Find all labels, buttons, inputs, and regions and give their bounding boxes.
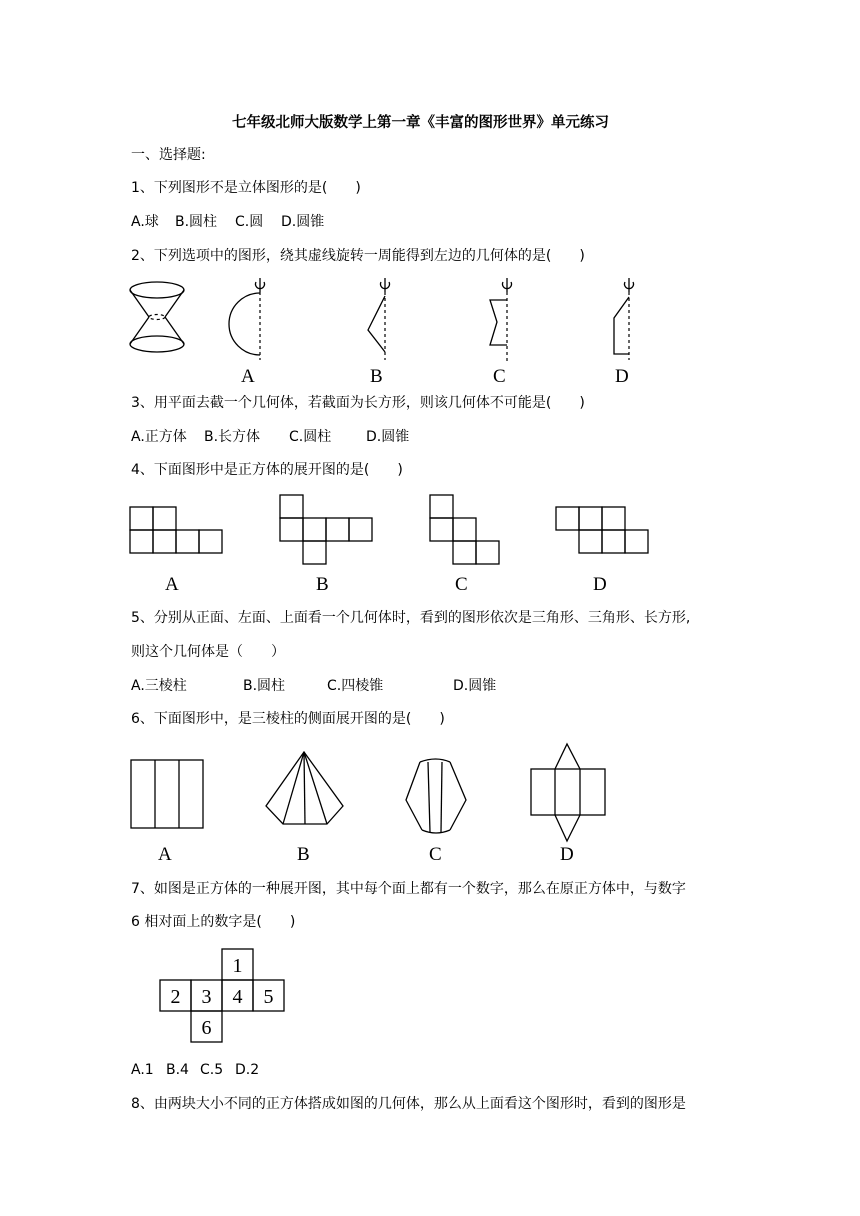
q5-option-b: B.圆柱 [243, 678, 286, 694]
question-2: 2、下列选项中的图形，绕其虚线旋转一周能得到左边的几何体的是( ) [131, 248, 585, 264]
net-cell-5: 5 [263, 986, 274, 1008]
question-3: 3、用平面去截一个几何体，若截面为长方形，则该几何体不可能是( ) [131, 395, 585, 411]
q1-option-d: D.圆锥 [281, 214, 325, 230]
q4-label-c: C [455, 574, 468, 595]
q4-label-b: B [316, 574, 329, 595]
net-cell-3: 3 [201, 986, 212, 1008]
q3-option-a: A.正方体 [131, 429, 187, 445]
q6-label-b: B [297, 844, 310, 865]
q2-figure-a [229, 278, 265, 360]
question-4: 4、下面图形中是正方体的展开图的是( ) [131, 462, 403, 478]
q6-label-a: A [158, 844, 172, 865]
q7-option-c: C.5 [200, 1062, 224, 1078]
q3-option-b: B.长方体 [204, 429, 261, 445]
q4-net-d [556, 507, 648, 553]
q1-option-b: B.圆柱 [175, 214, 218, 230]
question-8: 8、由两块大小不同的正方体搭成如图的几何体，那么从上面看这个图形时，看到的图形是 [131, 1096, 686, 1112]
q5-option-a: A.三棱柱 [131, 678, 187, 694]
question-7-line1: 7、如图是正方体的一种展开图，其中每个面上都有一个数字，那么在原正方体中，与数字 [131, 881, 686, 897]
q6-label-d: D [560, 844, 574, 865]
net-cell-2: 2 [170, 986, 181, 1008]
net-cell-4: 4 [232, 986, 243, 1008]
q2-label-d: D [615, 366, 629, 387]
q4-label-d: D [593, 574, 607, 595]
q7-option-a: A.1 [131, 1062, 154, 1078]
q6-figure-b [266, 752, 343, 824]
section-heading: 一、选择题: [131, 147, 206, 163]
q2-figure-d [614, 278, 633, 360]
q7-option-d: D.2 [235, 1062, 260, 1078]
q2-label-b: B [370, 366, 383, 387]
question-5-line2: 则这个几何体是（ ） [131, 644, 285, 660]
q5-option-c: C.四棱锥 [327, 678, 384, 694]
q3-option-d: D.圆锥 [366, 429, 410, 445]
q3-option-c: C.圆柱 [289, 429, 332, 445]
q6-figure-a [131, 760, 203, 828]
question-6: 6、下面图形中，是三棱柱的侧面展开图的是( ) [131, 711, 445, 727]
double-cone-figure [130, 282, 184, 352]
q7-option-b: B.4 [166, 1062, 189, 1078]
page-title: 七年级北师大版数学上第一章《丰富的图形世界》单元练习 [232, 115, 609, 131]
q5-option-d: D.圆锥 [453, 678, 497, 694]
q2-label-a: A [241, 366, 255, 387]
q2-figure-c [490, 278, 512, 362]
q4-net-a [130, 507, 222, 553]
question-5-line1: 5、分别从正面、左面、上面看一个几何体时，看到的图形依次是三角形、三角形、长方形, [131, 610, 691, 626]
question-1: 1、下列图形不是立体图形的是( ) [131, 180, 361, 196]
net-cell-6: 6 [201, 1017, 212, 1039]
q1-option-a: A.球 [131, 214, 159, 230]
q6-figure-c [406, 759, 466, 833]
q7-cube-net [160, 949, 284, 1042]
q4-label-a: A [165, 574, 179, 595]
net-cell-1: 1 [232, 955, 243, 977]
question-7-line2: 6 相对面上的数字是( ) [131, 914, 296, 930]
q2-label-c: C [493, 366, 506, 387]
q1-option-c: C.圆 [235, 214, 264, 230]
q2-figure-b [368, 278, 389, 360]
q4-net-c [430, 495, 499, 564]
q6-label-c: C [429, 844, 442, 865]
q6-figure-d [531, 744, 605, 841]
q4-net-b [280, 495, 372, 564]
